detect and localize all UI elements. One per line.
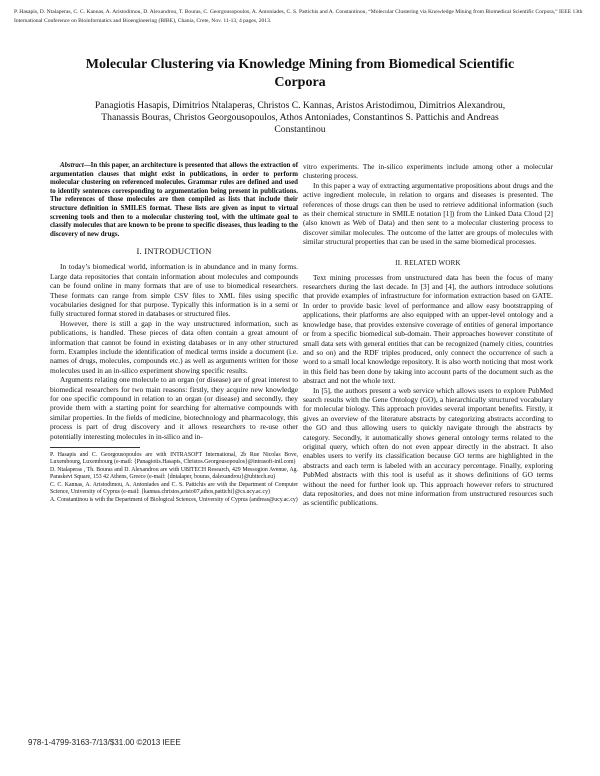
footnote-item: P. Hasapis and C. Georgousopoulos are with INTRASOFT International, 2b Rue Nicolas Bove, Luxembourg, Luxembourg (e-mail: {Panagiotis.Hasapis, Christos.Georgousopoulos}@intrasoft-intl.com): [50, 452, 298, 466]
abstract: [50, 162, 298, 239]
intro-paragraph-3-continued: vitro experiments. The in-silico experiments include among other a molecular clustering process.: [303, 162, 553, 181]
footnote-item: D. Ntalaperas , Th. Bouras and D. Alexandrou are with UBITECH Research, 429 Messogion Avenue, Ag. Paraskevi Square, 153 42 Athens, Greece (e-mail: {dntalaper, bouras, dalexandrou}@ubitech.eu): [50, 466, 298, 481]
related-work-paragraph-2: In [5], the authors present a web service which allows users to explore PubMed search results with the Gene Ontology (GO), a hierarchically structured vocabulary for molecular biology. This approach provides several important benefits. Firstly, it gives an overview of the literature abstracts by categorizing abstracts according to the GO and thus allowing users to quickly navigate through the abstracts by category. Secondly, it automatically shows general ontology terms related to the original query, which often do not even appear directly in the abstract. It also enables users to verify its classification because GO terms are highlighted in the abstracts and each term is labeled with an accuracy percentage. Finally, exploring PubMed abstracts with this tool is useful as it shows definitions of GO terms without the need for further look up. This approach however refers to structured data repositories, and does not mine information from unstructured resources such as scientific publications.: [303, 385, 553, 508]
right-column: [303, 162, 553, 508]
intro-paragraph-3: Arguments relating one molecule to an organ (or disease) are of great interest to biomedical researchers for two main reasons: firstly, they acquire new knowledge for one specific compound in relation to an organ (or disease) and secondly, they provide them with a starting point for searching for alternative compounds with similar properties. In the fields of medicine, biotechnology and pharmacology, this process is part of drug discovery and it allows researchers to re-use other potentially interesting molecules in in-silico and in-: [50, 375, 298, 441]
abstract-dash: —: [83, 162, 91, 169]
abstract-text: In this paper, an architecture is presented that allows the extraction of argumentation clauses that might exist in publications, in order to perform molecular clustering on referenced molecules. Grammar rules are defined and used to identify sentences corresponding to argumentation being present in publications. The references of those molecules are then compiled as lists that include their structure definition in SMILES format. These lists are given as input to virtual screening tools and then to a molecular clustering tool, with the ultimate goal to classify molecules that are known to be prone to specific diseases, thus leading to the discovery of new drugs.: [50, 162, 298, 238]
section-heading-introduction: I. INTRODUCTION: [136, 246, 212, 257]
intro-paragraph-4: In this paper a way of extracting argumentative propositions about drugs and the active ingredient molecule, in relation to organs and diseases is presented. The references of those drugs can then be used to retrieve additional information (such as their chemical structure in SMILE notation [1]) from the Linked Data Cloud [2] (also known as Web of Data) and then sent to a molecular clustering process to discover similar molecules. The outcome of the latter are groups of molecules with similar structural properties that can be used in the same biomedical processes.: [303, 180, 553, 247]
abstract-label: Abstract: [60, 162, 84, 169]
left-column: [50, 162, 298, 504]
footnote-item: C. C. Kannas, A. Aristodimou, A. Antoniades and C. S. Pattichis are with the Department of Computer Science, University of Cyprus (e-mail: {kannas.christos,aristo07,athos,pattichi}@cs.ucy.ac.cy): [50, 481, 298, 496]
intro-paragraph-1: In today’s biomedical world, information is in abundance and in many forms. Large data repositories that contain information about molecules and compounds can be found online in many formats that are of use to biomedical researchers. These formats can range from simple CSV files to XML files using specific vocabularies designed for that purpose. Typically this information is in a semi or fully structured format stored in databases or structured files.: [50, 262, 298, 319]
footnote-divider: [50, 447, 140, 448]
affiliation-footnotes: [50, 452, 298, 504]
section-heading-related-work: II. RELATED WORK: [395, 258, 461, 267]
related-work-paragraph-1: Text mining processes from unstructured data has been the focus of many researchers during the last decade. In [3] and [4], the authors introduce solutions that provide examples of infrastructure for information extraction based on GATE. In order to provide basic level of performance and allow easy bootstrapping of applications, their platforms are also equipped with an upper-level ontology and a knowledge base, that provides extensive coverage of entities of general importance or from a specific biomedical sub-domain. Their approaches however constitute of small data sets with general entities that can be recognized (namely cities, countries and so on) and the RDF triples produced, only connect the occurrence of such a word to a small local knowledge repository. It is also worth noticing that most work in this field has been done by taking into account parts of the document such as the abstract and not the whole text.: [303, 272, 553, 386]
author-list: Panagiotis Hasapis, Dimitrios Ntalaperas, Christos C. Kannas, Aristos Aristodimou, Dimitrios Alexandrou, Thanassis Bouras, Christos Georgousopoulos, Athos Antoniades, Constantinos S. Pattichis and Andreas Constantinou: [94, 100, 506, 135]
intro-paragraph-2: However, there is still a gap in the way unstructured information, such as publications, is handled. These pieces of data often contain a great amount of information that cannot be found in existing databases or in any other structured form. Examples include the identification of medical terms inside a document (i.e. names of drugs, molecules, compounds etc.) as well as arguments written for those molecules used in an in-silico experiment showing specific results.: [50, 318, 298, 375]
paper-title: Molecular Clustering via Knowledge Mining from Biomedical Scientific Corpora: [85, 57, 515, 90]
citation-header: P. Hasapis, D. Ntalaperas, C. C. Kannas, A. Aristodimou, D. Alexandrou, T. Bouras, C. Georgousopoulos, A. Antoniades, C. S. Pattichis and A. Constantinou, “Molecular Clustering via Knowledge Mining from Biomedical Scientific Corpora,” IEEE 13th International Conference on Bioinformatics and Bioengineering (BIBE), Chania, Crete, Nov. 11-13, 4 pages, 2013.: [14, 9, 583, 24]
footnote-item: A. Constantinou is with the Department of Biological Sciences, University of Cyprus (andreas@ucy.ac.cy): [50, 496, 298, 503]
copyright-line: 978-1-4799-3163-7/13/$31.00 ©2013 IEEE: [28, 738, 181, 747]
